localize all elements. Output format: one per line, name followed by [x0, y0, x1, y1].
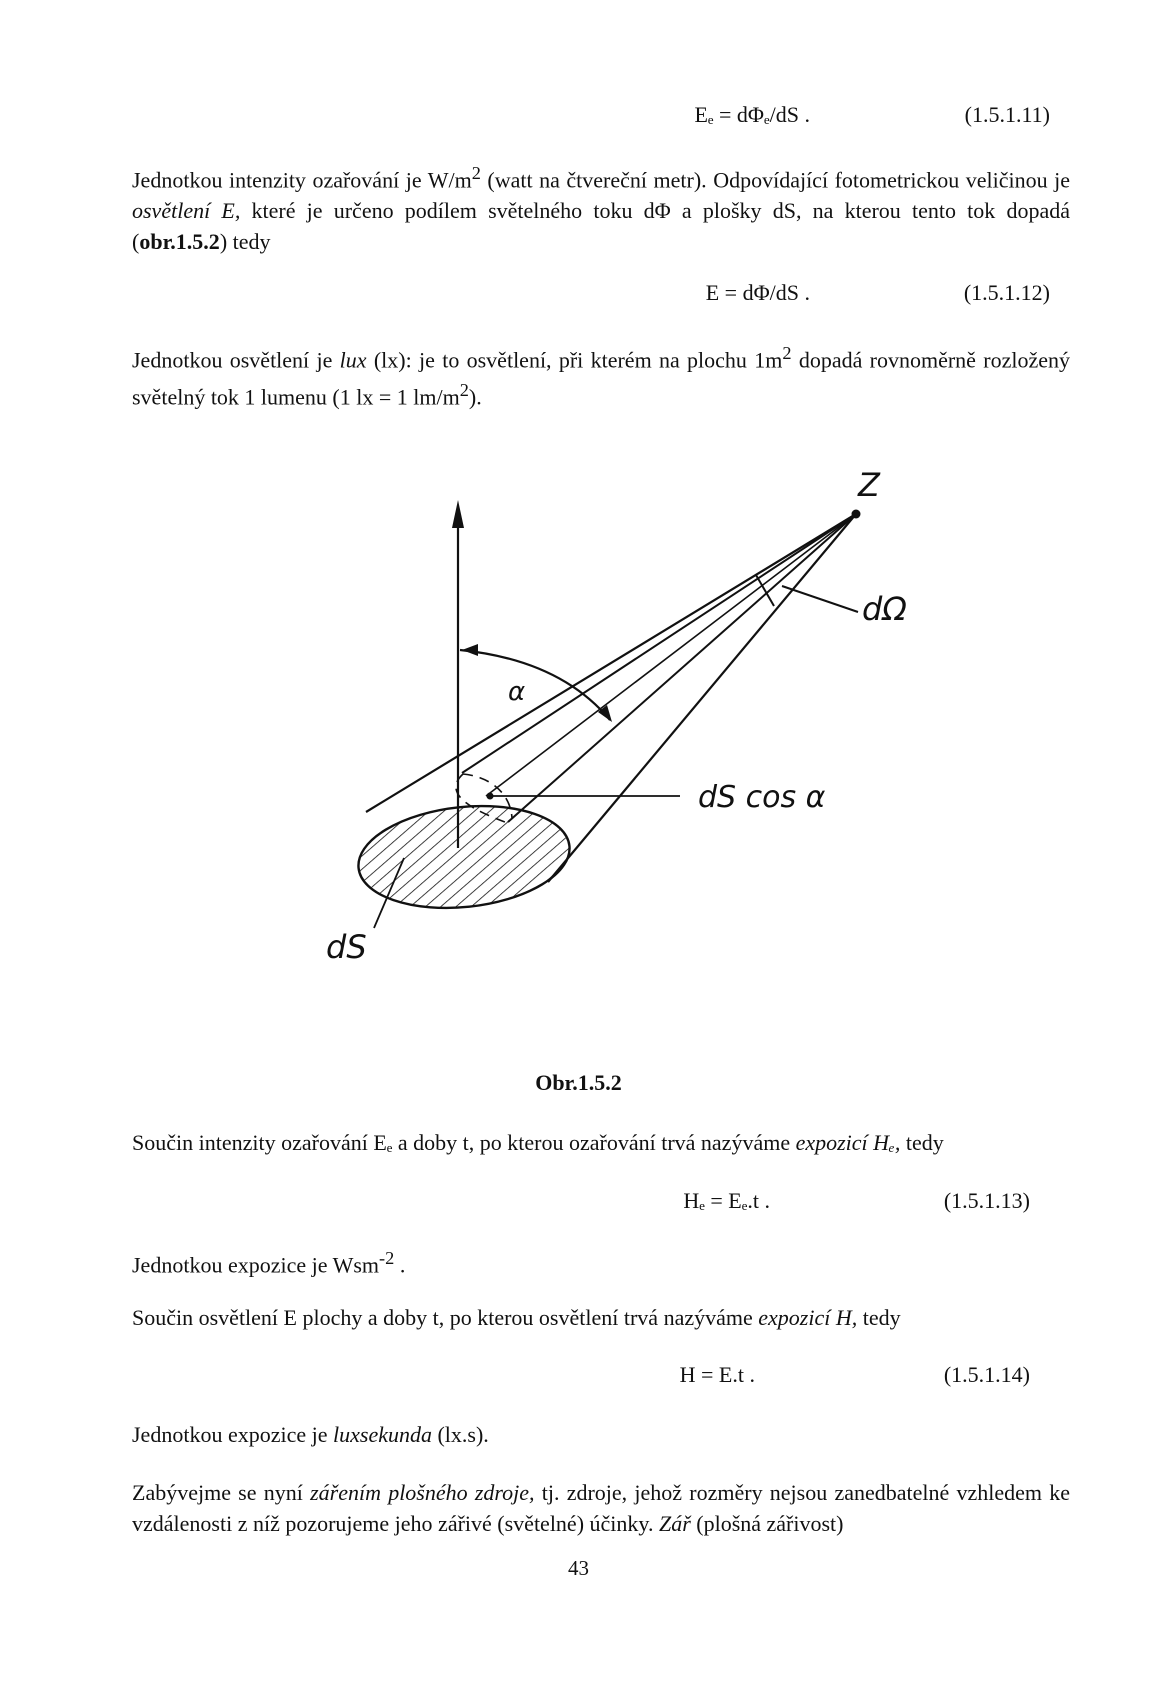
- term-area-source: zářením plošného zdroje,: [310, 1480, 535, 1505]
- superscript: -2: [379, 1248, 395, 1268]
- equation-expression: Hₑ = Eₑ.t .: [683, 1188, 770, 1213]
- term-exposure-h: expozicí H,: [758, 1305, 858, 1330]
- equation-number: (1.5.1.11): [964, 102, 1050, 127]
- text-run: tj. zdroje, jehož rozměry nejsou zanedbatelné vzhledem ke vzdálenosti z níž pozorujeme jeho zářivé (světelné) účinky.: [132, 1480, 1070, 1536]
- term-radiance: Zář: [658, 1511, 691, 1536]
- normal-arrow-head: [452, 500, 464, 528]
- label-projected-area: dS cos α: [698, 780, 826, 815]
- solid-angle-leader: [782, 586, 858, 612]
- figure-caption: Obr.1.5.2: [535, 1070, 622, 1095]
- text-run: Jednotkou intenzity ozařování je W/m: [132, 167, 472, 193]
- paragraph-area-source: [132, 1477, 1070, 1539]
- text-run: (watt na čtvereční metr). Odpovídající fotometrickou veličinou je: [480, 167, 1070, 193]
- text-run: Zabývejme se nyní: [132, 1480, 311, 1505]
- angle-arrow-left: [462, 644, 478, 656]
- term-lux: lux: [339, 347, 367, 373]
- label-solid-angle: dΩ: [862, 590, 907, 628]
- paragraph-luminous-exposure: [132, 1302, 1070, 1333]
- cone-ray-outer: [366, 514, 856, 812]
- text-run: tedy: [900, 1130, 944, 1155]
- equation-number: (1.5.1.13): [943, 1188, 1030, 1213]
- text-run: dopadá rovnoměrně rozložený světelný tok 1 lumenu (1 lx = 1 lm/m: [132, 347, 1070, 410]
- equation-number: (1.5.1.12): [963, 280, 1050, 305]
- equation-expression: H = E.t .: [679, 1362, 755, 1387]
- text-run: .: [394, 1252, 406, 1278]
- text-run: tedy: [857, 1305, 901, 1330]
- equation-number: (1.5.1.14): [943, 1362, 1030, 1387]
- source-point: [852, 510, 861, 519]
- cone-ray-inner-2: [508, 514, 856, 822]
- equation-expression: E = dΦ/dS .: [705, 280, 810, 305]
- text-run: Jednotkou expozice je Wsm: [132, 1252, 380, 1278]
- term-exposure-he: expozicí Hₑ,: [795, 1130, 901, 1155]
- text-run: (plošná zářivost): [690, 1511, 844, 1536]
- text-run: Jednotkou expozice je: [132, 1422, 333, 1447]
- text-run: ).: [468, 384, 482, 410]
- text-run: ) tedy: [219, 229, 271, 255]
- paragraph-luxsecond: [132, 1419, 1070, 1450]
- superscript: 2: [459, 380, 469, 401]
- term-illuminance: osvětlení E,: [132, 198, 241, 224]
- label-source: Z: [858, 466, 880, 504]
- text-run: Součin osvětlení E plochy a doby t, po kterou osvětlení trvá nazýváme: [132, 1305, 759, 1330]
- equation-1-5-1-14: [130, 1362, 1050, 1392]
- label-angle: α: [508, 677, 526, 707]
- equation-1-5-1-13: [130, 1188, 1050, 1218]
- superscript: 2: [782, 343, 792, 363]
- text-run: (lx.s).: [431, 1422, 489, 1447]
- paragraph-exposure-unit-w: [132, 1243, 1070, 1280]
- figure-reference: obr.1.5.2: [139, 229, 220, 255]
- term-luxsecond: luxsekunda: [333, 1422, 432, 1447]
- cone-ray-inner-1: [462, 514, 856, 773]
- text-run: Součin intenzity ozařování Eₑ a doby t, po kterou ozařování trvá nazýváme: [132, 1130, 796, 1155]
- page-number: 43: [568, 1556, 589, 1580]
- paragraph-radiant-exposure: [132, 1127, 1070, 1158]
- cone-ray-lower: [548, 514, 856, 882]
- text-run: Jednotkou osvětlení je: [132, 347, 340, 373]
- superscript: 2: [471, 163, 481, 183]
- equation-expression: Eₑ = dΦₑ/dS .: [694, 102, 810, 127]
- text-run: které je určeno podílem světelného toku dΦ a plošky dS, na kterou tento tok dopadá (: [132, 198, 1070, 255]
- text-run: (lx): je to osvětlení, při kterém na plochu 1m: [366, 347, 783, 373]
- central-ray: [486, 514, 856, 796]
- label-area: dS: [326, 928, 367, 966]
